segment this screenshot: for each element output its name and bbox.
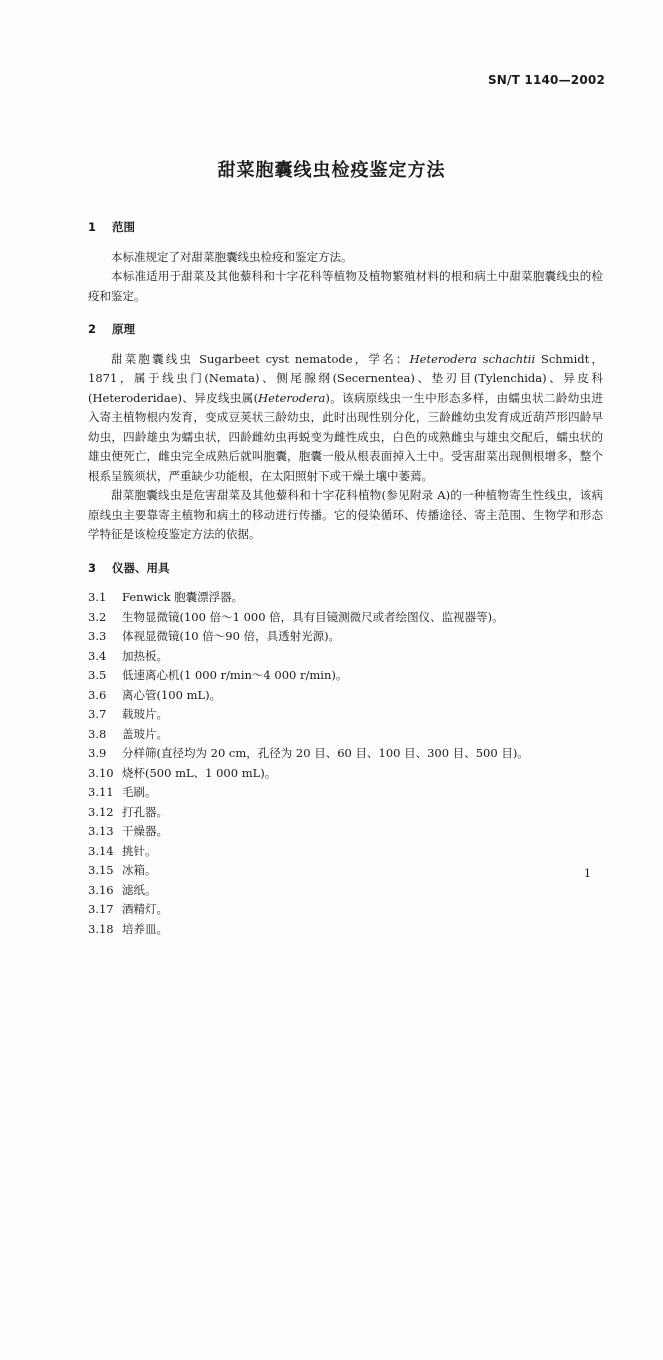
item-text: 酒精灯。: [122, 902, 168, 916]
item-text: 烧杯(500 mL、1 000 mL)。: [122, 765, 277, 780]
item-number: 3.5: [88, 668, 107, 682]
item-text: 挑针。: [122, 843, 157, 858]
item-number: 3.15: [88, 863, 114, 877]
list-item: [88, 666, 603, 686]
paragraph: 本标准适用于甜菜及其他藜科和十字花科等植物及植物繁殖材料的根和病土中甜菜胞囊线虫的检疫和鉴定。: [88, 269, 603, 303]
list-item: [88, 647, 603, 667]
paragraph: 甜菜胞囊线虫是危害甜菜及其他藜科和十字花科植物(参见附录 A)的一种植物寄生性线虫，该病原线虫主要靠寄主植物和病土的移动进行传播。它的侵染循环、传播途径、寄主范围、生物学和形态学特征是该检疫鉴定方法的依据。: [88, 488, 603, 541]
list-item: [88, 744, 603, 764]
item-number: 3.4: [88, 648, 107, 663]
item-text: 打孔器。: [122, 804, 168, 819]
item-text: 载玻片。: [122, 707, 168, 721]
item-number: 3.3: [88, 629, 107, 643]
list-item: [88, 686, 603, 706]
list-item: [88, 900, 603, 920]
item-number: 3.8: [88, 726, 107, 741]
list-item: [88, 920, 603, 940]
item-text: 干燥器。: [122, 824, 168, 838]
section-number: 1: [88, 220, 97, 234]
list-item: [88, 588, 603, 608]
item-text: 离心管(100 mL)。: [122, 687, 222, 702]
page-number: 1: [584, 867, 591, 880]
list-item: [88, 627, 603, 647]
list-item: [88, 764, 603, 784]
item-text: 加热板。: [122, 648, 168, 663]
item-text: Fenwick 胞囊漂浮器。: [122, 590, 244, 604]
item-number: 3.13: [88, 824, 114, 838]
apparatus-list: [88, 588, 603, 939]
item-number: 3.9: [88, 746, 107, 760]
section-heading-principle: [88, 320, 603, 340]
text-run: )。该病原线虫一生中形态多样，由蠕虫状二龄幼虫进入寄主植物根内发育，变成豆荚状三龄幼虫，此时出现性别分化，三龄雌幼虫发育成近葫芦形四龄早幼虫，四龄雄虫为蠕虫状，四龄雌幼虫再蜕变为雌性成虫，白色的成熟雌虫与雄虫交配后，蠕虫状的雄虫便死亡，雌虫完全成熟后就叫胞囊，胞囊一般从根表面掉入土中。受害甜菜出现侧根增多，整个根系呈簇须状，严重缺少功能根，在太阳照射下或干燥土壤中萎蔫。: [88, 390, 604, 483]
document-title: 甜菜胞囊线虫检疫鉴定方法: [217, 160, 446, 181]
list-item: [88, 861, 603, 881]
item-text: 毛刷。: [122, 785, 157, 799]
item-number: 3.14: [88, 843, 114, 858]
item-number: 3.6: [88, 687, 107, 702]
item-text: 低速离心机(1 000 r/min～4 000 r/min)。: [122, 668, 348, 682]
item-text: 滤纸。: [122, 882, 157, 897]
scientific-name: Heterodera schachtii: [409, 351, 536, 366]
item-text: 体视显微镜(10 倍～90 倍，具透射光源)。: [122, 629, 341, 643]
item-text: 培养皿。: [122, 921, 168, 936]
list-item: [88, 842, 603, 862]
section-heading-scope: [88, 218, 603, 238]
paragraph: 本标准规定了对甜菜胞囊线虫检疫和鉴定方法。: [111, 249, 353, 264]
item-number: 3.1: [88, 590, 107, 604]
item-number: 3.2: [88, 609, 107, 624]
section-number: 2: [88, 322, 97, 336]
item-number: 3.17: [88, 902, 114, 916]
item-number: 3.11: [88, 785, 114, 799]
text-run: 甜菜胞囊线虫 Sugarbeet cyst nematode，学名：: [111, 351, 410, 366]
scientific-name: Heterodera: [258, 390, 326, 405]
list-item: [88, 783, 603, 803]
list-item: [88, 705, 603, 725]
section-title: 范围: [112, 220, 135, 234]
list-item: [88, 725, 603, 745]
section-heading-apparatus: [88, 559, 603, 579]
section-title: 原理: [112, 322, 135, 336]
list-item: [88, 803, 603, 823]
section-title: 仪器、用具: [112, 560, 170, 575]
standard-code: SN/T 1140—2002: [487, 73, 605, 87]
list-item: [88, 881, 603, 901]
paragraph: [88, 350, 603, 487]
item-text: 分样筛(直径均为 20 cm，孔径为 20 目、60 目、100 目、300 目、500 目)。: [122, 746, 529, 760]
item-text: 生物显微镜(100 倍～1 000 倍，具有目镜测微尺或者绘图仪、监视器等)。: [122, 609, 504, 624]
section-number: 3: [88, 560, 97, 575]
item-number: 3.10: [88, 765, 114, 780]
item-number: 3.16: [88, 882, 114, 897]
item-text: 盖玻片。: [122, 726, 168, 741]
item-number: 3.12: [88, 804, 114, 819]
item-text: 冰箱。: [122, 863, 157, 877]
list-item: [88, 822, 603, 842]
document-body: [88, 218, 603, 939]
item-number: 3.7: [88, 707, 107, 721]
text-run: Schmidt，1871，属于线虫门(Nemata)、侧尾腺纲(Secernentea)、垫刃目(Tylenchida)、异皮科(Heteroderidae)、异皮线虫属(: [88, 351, 603, 405]
item-number: 3.18: [88, 921, 114, 936]
list-item: [88, 608, 603, 628]
